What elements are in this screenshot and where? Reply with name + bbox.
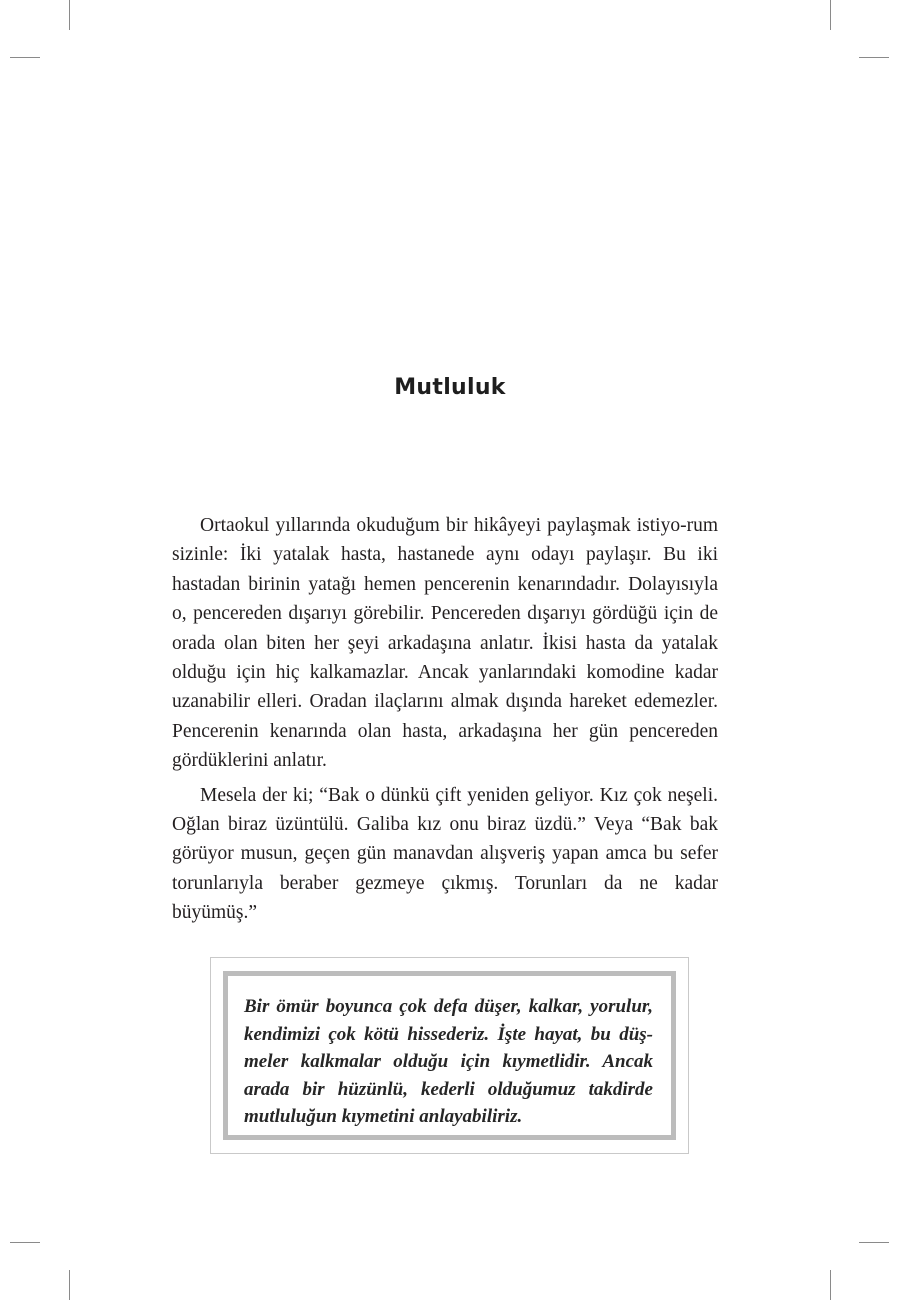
crop-mark-left-top xyxy=(10,57,40,58)
callout-text: Bir ömür boyunca çok defa düşer, kalkar, yorulur, kendimizi çok kötü hissederiz. İşte hayat, bu düş-meler kalkmalar olduğu için kıymetlidir. Ancak arada bir hüzünlü, kederli olduğumuz takdirde mutluluğun kıymetini anlayabiliriz. xyxy=(244,996,653,1127)
crop-mark-top-left xyxy=(69,0,70,30)
chapter-title: Mutluluk xyxy=(394,374,506,400)
paragraph-1: Ortaokul yıllarında okuduğum bir hikâyeyi paylaşmak istiyo-rum sizinle: İki yatalak hasta, hastanede aynı odayı paylaşır. Bu iki hastadan birinin yatağı hemen pencerenin kenarındadır. Dolayısıyla o, pencereden dışarıyı görebilir. Pencereden dışarıyı gördüğü için de orada olan biten her şeyi arkadaşına anlatır. İkisi hasta da yatalak olduğu için hiç kalkamazlar. Ancak yanlarındaki komodine kadar uzanabilir elleri. Oradan ilaçlarını almak dışında hareket edemezler. Pencerenin kenarında olan hasta, arkadaşına her gün pencereden gördüklerini anlatır. xyxy=(172,515,718,772)
crop-mark-left-bottom xyxy=(10,1242,40,1243)
body-text xyxy=(172,511,718,933)
callout-box xyxy=(210,957,689,1154)
crop-mark-bottom-right xyxy=(830,1270,831,1300)
crop-mark-right-top xyxy=(859,57,889,58)
callout-frame xyxy=(223,971,676,1140)
paragraph-2: Mesela der ki; “Bak o dünkü çift yeniden geliyor. Kız çok neşeli. Oğlan biraz üzüntülü. Galiba kız onu biraz üzdü.” Veya “Bak bak görüyor musun, geçen gün manavdan alışveriş yapan amca bu sefer torunlarıyla beraber gezmeye çıkmış. Torunları da ne kadar büyümüş.” xyxy=(172,784,718,924)
crop-mark-top-right xyxy=(830,0,831,30)
crop-mark-bottom-left xyxy=(69,1270,70,1300)
crop-mark-right-bottom xyxy=(859,1242,889,1243)
